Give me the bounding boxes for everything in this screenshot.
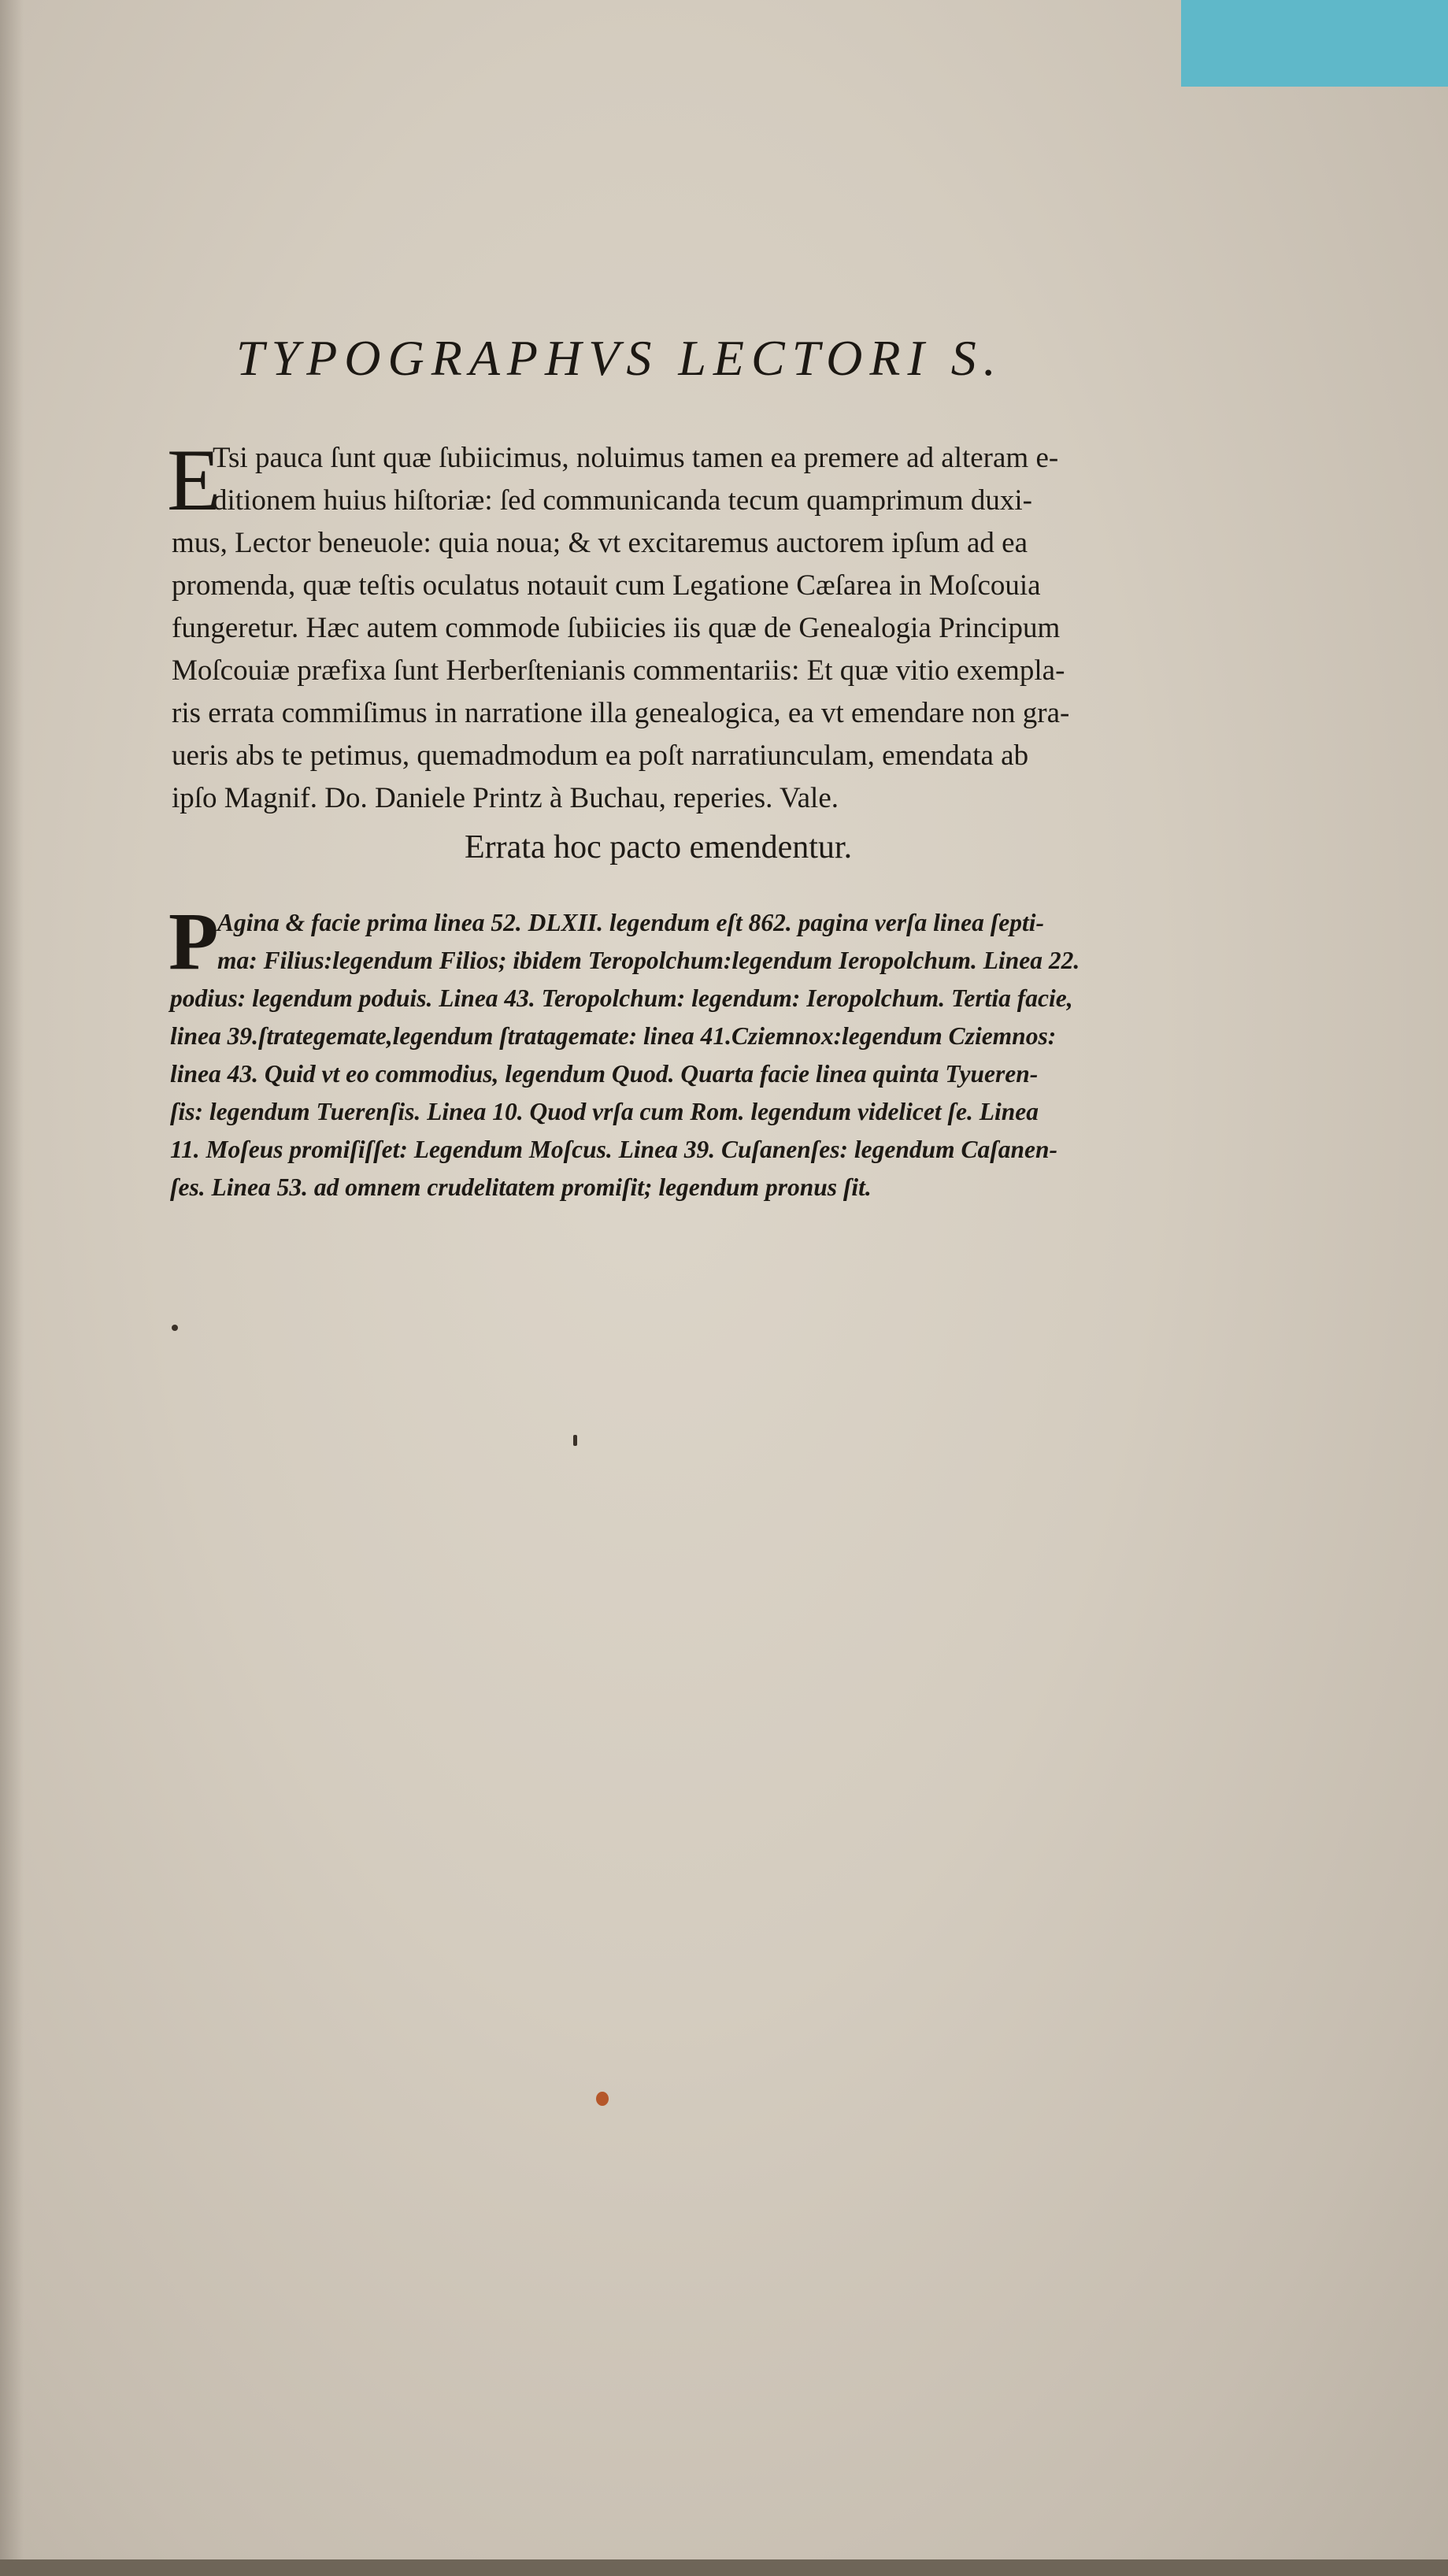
errata-heading: Errata hoc pacto emendentur. bbox=[465, 829, 853, 865]
preface-line: ris errata commiſimus in narratione illa genealogica, ea vt emendare non gra- bbox=[172, 697, 1070, 729]
errata-line: podius: legendum poduis. Linea 43. Teropolchum: legendum: Ieropolchum. Tertia facie, bbox=[170, 984, 1073, 1012]
preface-line: Moſcouiæ præfixa ſunt Herberſtenianis commentariis: Et quæ vitio exempla- bbox=[172, 654, 1065, 687]
preface-line: fungeretur. Hæc autem commode ſubiicies iis quæ de Genealogia Principum bbox=[172, 612, 1061, 644]
page-bottom-edge bbox=[0, 2559, 1448, 2576]
ink-speck bbox=[573, 1435, 577, 1446]
preface-line: ditionem huius hiſtoriæ: ſed communicanda tecum quamprimum duxi- bbox=[213, 484, 1032, 517]
errata-dropcap: P bbox=[169, 896, 219, 987]
preface-paragraph bbox=[172, 437, 1242, 820]
preface-line: promenda, quæ teſtis oculatus notauit cum Legatione Cæſarea in Moſcouia bbox=[172, 569, 1041, 602]
errata-paragraph bbox=[169, 896, 1257, 1206]
errata-line: Agina & facie prima linea 52. DLXII. legendum eſt 862. pagina verſa linea ſepti- bbox=[217, 909, 1044, 936]
blue-tab-marker bbox=[1181, 0, 1448, 87]
rust-speck bbox=[596, 2092, 609, 2106]
errata-line: 11. Moſeus promiſiſſet: Legendum Moſcus. Linea 39. Cuſanenſes: legendum Caſanen- bbox=[170, 1136, 1057, 1163]
preface-line: ueris abs te petimus, quemadmodum ea poſt narratiunculam, emendata ab bbox=[172, 739, 1029, 772]
errata-line: ma: Filius:legendum Filios; ibidem Teropolchum:legendum Ieropolchum. Linea 22. bbox=[217, 947, 1080, 974]
errata-line: ſis: legendum Tuerenſis. Linea 10. Quod vrſa cum Rom. legendum videlicet ſe. Linea bbox=[170, 1098, 1039, 1125]
preface-line: ipſo Magnif. Do. Daniele Printz à Buchau, reperies. Vale. bbox=[172, 782, 839, 814]
errata-line: ſes. Linea 53. ad omnem crudelitatem promiſit; legendum pronus ſit. bbox=[170, 1173, 872, 1201]
errata-line: linea 43. Quid vt eo commodius, legendum Quod. Quarta facie linea quinta Tyueren- bbox=[170, 1060, 1039, 1088]
page-title: TYPOGRAPHVS LECTORI S. bbox=[236, 330, 1003, 386]
ink-speck bbox=[172, 1325, 178, 1331]
preface-dropcap: E bbox=[167, 432, 221, 529]
errata-line: linea 39.ſtrategemate,legendum ſtratagemate: linea 41.Cziemnox:legendum Cziemnos: bbox=[170, 1022, 1057, 1050]
preface-line: Tsi pauca ſunt quæ ſubiicimus, noluimus tamen ea premere ad alteram e- bbox=[213, 442, 1059, 474]
preface-line: mus, Lector beneuole: quia noua; & vt excitaremus auctorem ipſum ad ea bbox=[172, 527, 1028, 559]
